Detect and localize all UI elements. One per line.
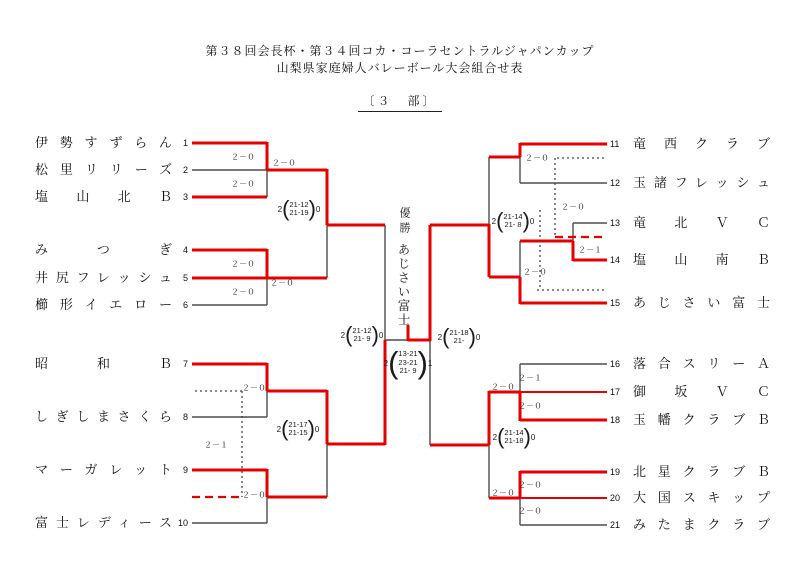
score-label-19v20: ２－０ (518, 480, 542, 490)
team-name-21: みたまクラブ (633, 517, 770, 532)
score-label-11v12: ２－０ (525, 153, 549, 163)
champion-label: 優勝 (398, 207, 410, 237)
team-name-3: 塩山北Ｂ (35, 189, 172, 204)
set-score: 21-14 (504, 427, 524, 437)
champion-team-name: あじさい富士 (396, 243, 410, 327)
set-score: 21-19 (289, 208, 309, 217)
seed-9: 9 (182, 465, 188, 475)
paren-open: ( (496, 208, 504, 233)
set-list (352, 327, 371, 344)
sets-won: 2 (383, 358, 389, 368)
score-label-block4-exit: ２－０ (491, 382, 515, 392)
set-score: 21-12 (289, 199, 309, 209)
seed-2: 2 (182, 165, 188, 175)
seed-10: 10 (177, 518, 188, 528)
team-name-6: 櫛形イエロー (35, 297, 172, 312)
set-score: 21- 8 (504, 220, 522, 229)
sets-lost: 0 (475, 332, 481, 342)
team-name-1: 伊勢すずらん (35, 135, 172, 150)
sets-won: 2 (492, 432, 498, 442)
paren-open: ( (281, 416, 289, 441)
score-label-16v17: ２－１ (518, 373, 542, 383)
paren-open: ( (388, 345, 399, 380)
team-name-13: 竜北ＶＣ (633, 215, 770, 230)
score-label-7v8: ２－０ (242, 383, 266, 393)
seed-6: 6 (182, 300, 188, 310)
score-label-5v6: ２－０ (231, 287, 255, 297)
paren-open: ( (497, 424, 505, 449)
set-score: 13-21 (398, 349, 418, 359)
score-label-right-top-consolation: ２－０ (561, 202, 585, 212)
sets-lost: 0 (529, 216, 535, 226)
seed-8: 8 (182, 412, 188, 422)
score-qf-right-top (491, 208, 535, 233)
seed-19: 19 (610, 467, 621, 477)
sets-won: 2 (491, 216, 497, 226)
set-score: 21- 9 (353, 334, 371, 343)
score-label-block5-exit: ２－０ (491, 488, 515, 498)
team-name-5: 井尻フレッシュ (35, 270, 172, 285)
team-name-10: 富士レディース (35, 515, 172, 530)
team-name-14: 塩山南Ｂ (633, 252, 770, 267)
sets-won: 2 (276, 424, 282, 434)
set-score: 21-15 (288, 428, 308, 437)
paren-open: ( (345, 322, 353, 347)
seed-20: 20 (610, 493, 621, 503)
team-name-17: 御坂ＶＣ (633, 384, 770, 399)
score-label-9v10: ２－０ (242, 490, 266, 500)
score-label-4v5: ２－０ (231, 259, 255, 269)
score-label-13v14: ２－１ (578, 245, 602, 255)
seed-14: 14 (610, 255, 621, 265)
set-score: 21-18 (504, 436, 524, 445)
paren-close: ) (522, 208, 530, 233)
sets-lost: 1 (427, 358, 433, 368)
paren-close: ) (308, 196, 316, 221)
score-label-20v21: ２－０ (518, 506, 542, 516)
sets-won: 2 (437, 332, 443, 342)
set-list (504, 429, 523, 446)
seed-12: 12 (610, 178, 621, 188)
score-label-left-consolation: ２－１ (204, 440, 228, 450)
score-sf-left (340, 322, 384, 347)
sets-lost: 0 (530, 432, 536, 442)
sets-won: 2 (340, 330, 346, 340)
team-name-16: 落合スリーＡ (633, 356, 770, 371)
score-qf-left-top (277, 196, 321, 221)
paren-open: ( (442, 324, 450, 349)
paren-close: ) (417, 345, 428, 380)
page-title-line2: 山梨県家庭婦人バレーボール大会組合せ表 (276, 61, 524, 75)
score-qf-left-bottom (276, 416, 320, 441)
seed-4: 4 (182, 245, 188, 255)
score-label-block2-exit: ２－０ (270, 278, 294, 288)
set-list (503, 213, 522, 230)
paren-close: ) (371, 322, 379, 347)
set-list (398, 350, 417, 376)
set-score: 21-17 (288, 419, 308, 429)
team-name-20: 大国スキップ (633, 490, 770, 505)
seed-7: 7 (182, 359, 188, 369)
score-label-17v18: ２－０ (518, 401, 542, 411)
paren-open: ( (282, 196, 290, 221)
seed-21: 21 (610, 520, 621, 530)
seed-3: 3 (182, 192, 188, 202)
set-score: 21-12 (352, 325, 372, 335)
section-label: 〔３ 部〕 (358, 92, 441, 112)
score-label-block3-exit: ２－０ (523, 267, 547, 277)
team-name-11: 竜西クラブ (633, 136, 770, 151)
team-name-19: 北星クラブＢ (633, 464, 770, 479)
seed-5: 5 (182, 273, 188, 283)
score-label-2v3: ２－０ (231, 179, 255, 189)
seed-17: 17 (610, 387, 621, 397)
seed-15: 15 (610, 298, 621, 308)
sets-lost: 0 (314, 424, 320, 434)
score-qf-right-bottom (492, 424, 536, 449)
team-name-12: 玉諸フレッシュ (633, 175, 770, 190)
set-score: 21-18 (449, 327, 469, 337)
set-list (289, 201, 308, 218)
section-heading (0, 92, 800, 112)
paren-close: ) (468, 324, 476, 349)
set-score: 21- (453, 336, 465, 345)
page-title-line1: 第３８回会長杯・第３４回コカ・コーラセントラルジャパンカップ (205, 44, 595, 58)
team-name-9: マーガレット (35, 462, 172, 477)
paren-close: ) (523, 424, 531, 449)
team-name-8: しぎしまさくら (35, 409, 172, 424)
seed-13: 13 (610, 218, 621, 228)
paren-close: ) (307, 416, 315, 441)
score-final (383, 345, 433, 380)
team-name-15: あじさい富士 (633, 295, 770, 310)
set-list (449, 329, 468, 346)
team-name-4: みつぎ (35, 242, 172, 257)
team-name-18: 玉幡クラブＢ (633, 412, 770, 427)
team-name-2: 松里リリーズ (35, 162, 172, 177)
set-score: 23-21 (398, 357, 418, 367)
score-label-block1-exit: ２－０ (272, 158, 296, 168)
set-list (288, 421, 307, 438)
score-sf-right (437, 324, 481, 349)
set-score: 21- 9 (399, 366, 417, 376)
set-score: 21-14 (503, 211, 523, 221)
seed-16: 16 (610, 359, 621, 369)
team-name-7: 昭和Ｂ (35, 356, 172, 371)
seed-1: 1 (182, 138, 188, 148)
seed-18: 18 (610, 415, 621, 425)
score-label-1v2: ２－０ (231, 152, 255, 162)
sets-lost: 0 (378, 330, 384, 340)
sets-lost: 0 (315, 204, 321, 214)
sets-won: 2 (277, 204, 283, 214)
seed-11: 11 (610, 139, 620, 149)
